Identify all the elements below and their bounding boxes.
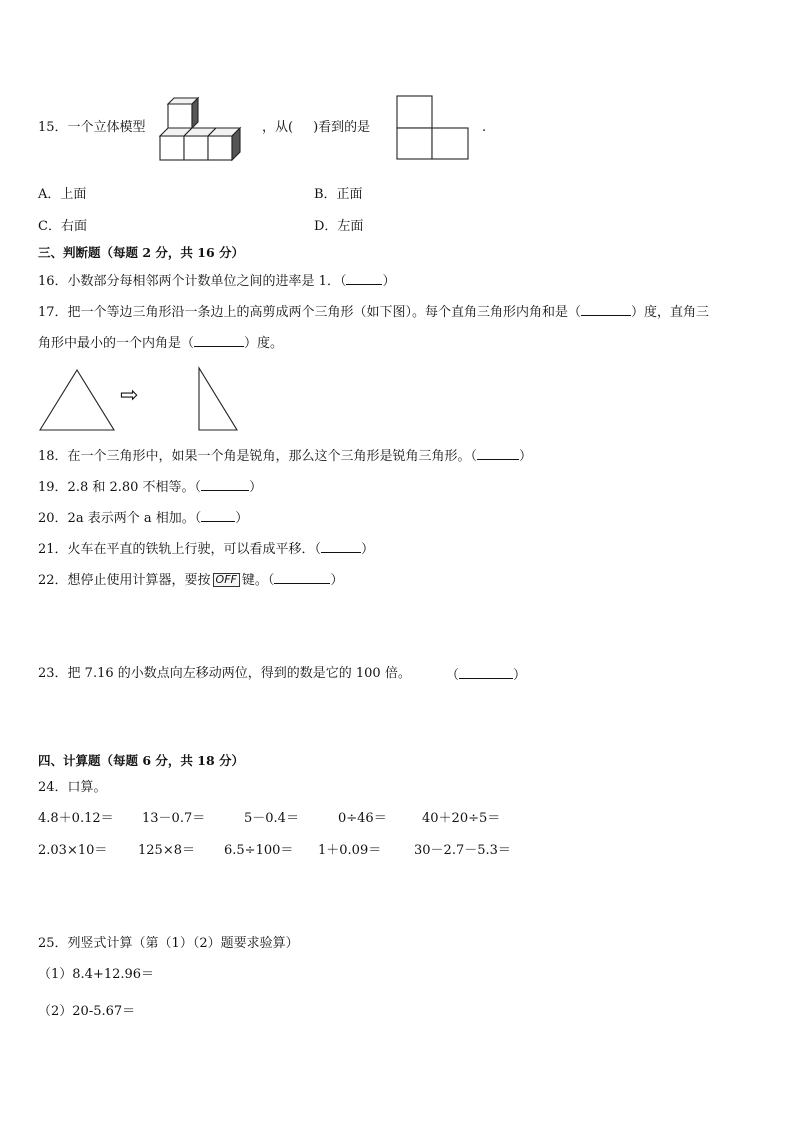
q19-close: ） xyxy=(249,480,263,495)
q15-number: 15． xyxy=(38,120,68,135)
q20-line xyxy=(38,508,248,528)
q23-open: （ xyxy=(446,668,460,683)
q24-row2-item-1: 2.03×10＝ xyxy=(38,843,108,858)
q17-text-2a: 角形中最小的一个内角是（ xyxy=(38,336,195,351)
q15-line xyxy=(38,119,146,137)
q24-title: 24．口算。 xyxy=(38,780,107,795)
q15-blank-text xyxy=(262,119,370,137)
q22-close: ） xyxy=(330,573,344,588)
q24-row2-item-3: 6.5÷100＝ xyxy=(224,843,294,858)
q22-text: 22．想停止使用计算器，要按 xyxy=(38,573,211,588)
q17-text-1b: ）度，直角三 xyxy=(631,305,710,320)
q20-answer-blank[interactable] xyxy=(201,508,235,522)
q21-text: 21．火车在平直的铁轨上行驶，可以看成平移．（ xyxy=(38,542,322,557)
q17-text-2b: ）度。 xyxy=(244,336,284,351)
q15-option-d[interactable]: D．左面 xyxy=(314,219,364,234)
q24-row2-item-4: 1＋0.09＝ xyxy=(318,843,382,858)
q23-answer xyxy=(446,665,526,685)
equilateral-triangle xyxy=(38,368,118,432)
arrow-right-icon: ⇨ xyxy=(120,383,139,408)
q24-row1-item-4: 0÷46＝ xyxy=(338,811,387,826)
q23-line xyxy=(38,665,411,683)
q25-item-2: （2）20-5.67＝ xyxy=(38,1004,136,1019)
q24-row1-item-1: 4.8＋0.12＝ xyxy=(38,811,114,826)
q20-close: ） xyxy=(235,511,249,526)
q15-text-3: )看到的是 xyxy=(313,120,371,135)
q24-row2-item-2: 125×8＝ xyxy=(138,843,195,858)
q21-close: ） xyxy=(361,542,375,557)
solid-model-figure xyxy=(156,96,252,166)
q24-row2-item-5: 30－2.7－5.3＝ xyxy=(414,843,511,858)
q19-answer-blank[interactable] xyxy=(201,477,249,491)
off-key-icon: OFF xyxy=(213,573,240,587)
q20-text: 20．2a 表示两个 a 相加。（ xyxy=(38,511,202,526)
q17-text-1a: 17．把一个等边三角形沿一条边上的高剪成两个三角形（如下图）。每个直角三角形内角和是（ xyxy=(38,305,582,320)
q18-close: ） xyxy=(519,449,533,464)
q19-text: 19．2.8 和 2.80 不相等。（ xyxy=(38,480,202,495)
q15-text-2: ，从( xyxy=(262,120,294,135)
q22-answer-blank[interactable] xyxy=(274,570,330,584)
q16-text: 16．小数部分每相邻两个计数单位之间的进率是 1．（ xyxy=(38,274,347,289)
q24-row1-item-5: 40＋20÷5＝ xyxy=(422,811,501,826)
q17-answer-blank-1[interactable] xyxy=(581,302,631,316)
q15-option-b[interactable]: B．正面 xyxy=(314,187,363,202)
q18-answer-blank[interactable] xyxy=(477,446,519,460)
q23-text: 23．把 7.16 的小数点向左移动两位，得到的数是它的 100 倍。 xyxy=(38,666,411,681)
q23-close: ） xyxy=(513,668,527,683)
q19-line xyxy=(38,477,262,497)
q15-option-c[interactable]: C．右面 xyxy=(38,219,87,234)
q25-item-1: （1）8.4+12.96＝ xyxy=(38,967,155,982)
q16-close: ） xyxy=(382,274,396,289)
q17-line-2 xyxy=(38,333,283,353)
right-triangle xyxy=(196,366,240,432)
q15-text-1: 一个立体模型 xyxy=(67,120,146,135)
q21-answer-blank[interactable] xyxy=(321,539,361,553)
q24-row1-item-3: 5－0.4＝ xyxy=(244,811,299,826)
q18-text: 18．在一个三角形中，如果一个角是锐角，那么这个三角形是锐角三角形。（ xyxy=(38,449,478,464)
q17-answer-blank-2[interactable] xyxy=(194,333,244,347)
section-3-title: 三、判断题（每题 2 分，共 16 分） xyxy=(38,245,245,260)
q21-line xyxy=(38,539,374,559)
q18-line xyxy=(38,446,532,466)
q15-option-a[interactable]: A．上面 xyxy=(38,187,87,202)
q22-text-2: 键。（ xyxy=(241,573,275,588)
q16-line xyxy=(38,271,395,291)
q25-title: 25．列竖式计算（第（1）（2）题要求验算） xyxy=(38,936,299,951)
q15-period: . xyxy=(482,120,487,135)
section-4-title: 四、计算题（每题 6 分，共 18 分） xyxy=(38,753,245,768)
q24-row1-item-2: 13－0.7＝ xyxy=(142,811,206,826)
q16-answer-blank[interactable] xyxy=(346,271,382,285)
q17-line-1 xyxy=(38,302,709,322)
q23-answer-blank[interactable] xyxy=(459,665,513,679)
q22-line xyxy=(38,570,343,590)
view-figure xyxy=(396,95,470,161)
